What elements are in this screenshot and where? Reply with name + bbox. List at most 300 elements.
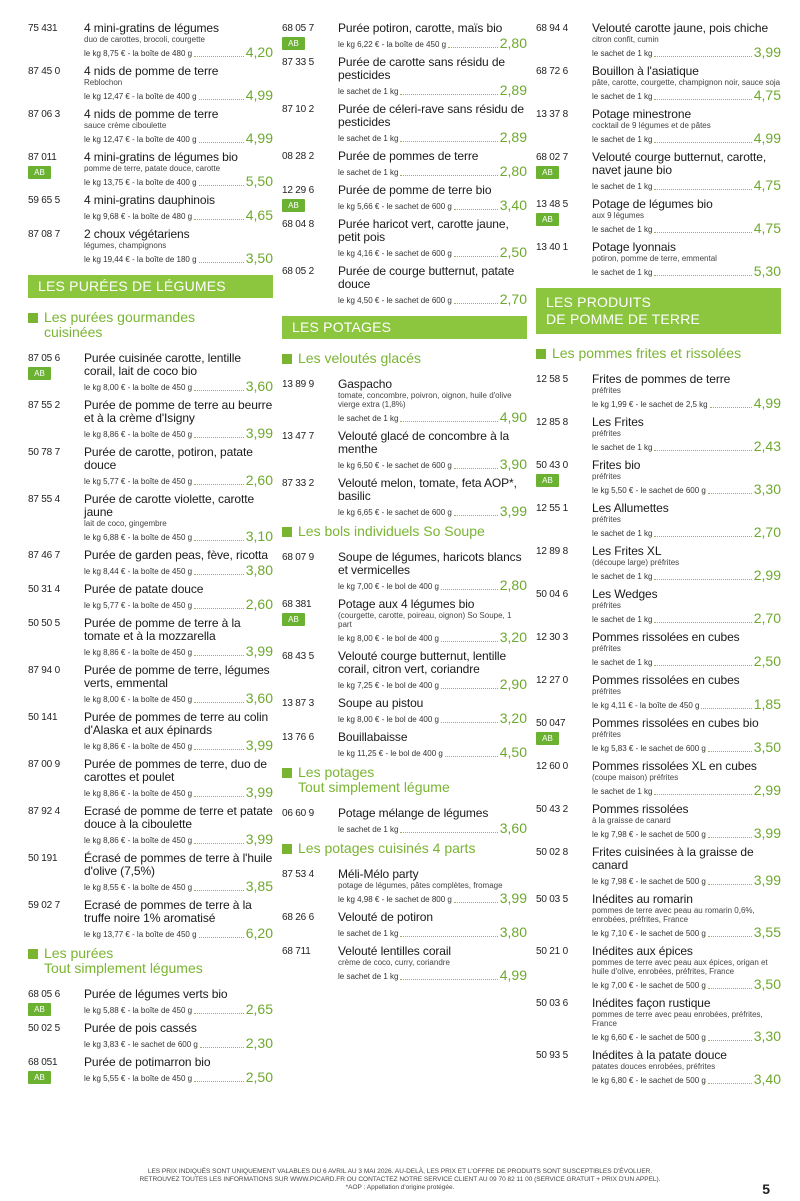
product-item — [28, 549, 273, 577]
product-name: Gaspacho — [338, 377, 392, 391]
product-name: 4 nids de pomme de terre — [84, 64, 219, 78]
product-price: 3,20 — [499, 710, 527, 726]
product-body — [84, 1056, 273, 1084]
product-code: 50 141 — [28, 712, 58, 723]
product-price: 3,55 — [753, 924, 781, 940]
leader-dots — [654, 56, 751, 57]
section-title: LES PRODUITS — [546, 294, 652, 310]
section-title: LES POTAGES — [292, 319, 392, 335]
product-code: 08 28 2 — [282, 151, 314, 162]
product-description: (courgette, carotte, poireau, oignon) So Soupe, 1 part — [338, 611, 512, 629]
product-code: 12 60 0 — [536, 761, 568, 772]
product-name: Potage lyonnais — [592, 240, 676, 254]
product-code: 87 53 4 — [282, 869, 314, 880]
product-item — [536, 151, 781, 192]
unit-price: le kg 19,44 € - la boîte de 180 g — [84, 255, 197, 264]
leader-dots — [200, 1047, 244, 1048]
price-line — [592, 611, 781, 625]
leader-dots — [448, 47, 498, 48]
product-body — [84, 228, 273, 265]
leader-dots — [194, 540, 244, 541]
unit-price: le kg 1,99 € - le sachet de 2,5 kg — [592, 400, 708, 409]
product-item — [28, 1022, 273, 1050]
product-item — [282, 551, 527, 592]
organic-label-icon: AB — [536, 732, 559, 745]
unit-price: le kg 8,86 € - la boîte de 450 g — [84, 836, 193, 845]
product-code: 13 87 3 — [282, 698, 314, 709]
price-line — [592, 88, 781, 102]
price-line — [592, 482, 781, 496]
leader-dots — [654, 142, 751, 143]
unit-price: le kg 4,50 € - le sachet de 600 g — [338, 296, 452, 305]
unit-price: le kg 12,47 € - la boîte de 400 g — [84, 135, 197, 144]
subsection-title: Les potages — [298, 764, 375, 780]
product-price: 3,99 — [753, 872, 781, 888]
product-code: 13 47 7 — [282, 431, 314, 442]
product-name: Les Wedges — [592, 587, 658, 601]
price-line — [84, 174, 273, 188]
product-description: sauce crème ciboulette — [84, 121, 167, 130]
product-price: 3,30 — [753, 1028, 781, 1044]
product-price: 3,99 — [499, 890, 527, 906]
price-line — [338, 164, 527, 178]
product-price: 3,99 — [245, 831, 273, 847]
unit-price: le kg 7,00 € - le bol de 400 g — [338, 582, 439, 591]
leader-dots — [454, 209, 498, 210]
product-name: Velouté glacé de concombre à la menthe — [338, 429, 510, 456]
product-body — [338, 911, 527, 939]
product-description: préfrites — [592, 687, 621, 696]
price-line — [592, 264, 781, 278]
product-code: 87 46 7 — [28, 550, 60, 561]
product-body — [592, 674, 781, 711]
product-code: 50 047 — [536, 718, 566, 729]
product-item — [28, 22, 273, 59]
product-description: tomate, concombre, poivron, oignon, huile d'olive vierge extra (1,8%) — [338, 391, 512, 409]
product-body — [84, 493, 273, 543]
unit-price: le sachet de 1 kg — [592, 529, 653, 538]
price-line — [338, 198, 527, 212]
product-body — [592, 846, 781, 887]
product-item — [536, 803, 781, 840]
product-code: 68 02 7 — [536, 152, 568, 163]
footer-line-1: LES PRIX INDIQUÉS SONT UNIQUEMENT VALABLES DU 6 AVRIL AU 3 MAI 2026. AU-DELÀ, LES PRIX ET L'OFFRE DE PRODUITS SONT SUSCEPTIBLES D'ÉVOLUER. — [147, 1168, 653, 1175]
product-body — [338, 218, 527, 259]
product-body — [338, 430, 527, 471]
product-description: préfrites — [592, 601, 621, 610]
product-item — [28, 583, 273, 611]
leader-dots — [199, 937, 244, 938]
leader-dots — [400, 421, 497, 422]
product-description: pommes de terre avec peau enrobées, préfrites, France — [592, 1010, 763, 1028]
product-description: duo de carottes, brocoli, courgette — [84, 35, 205, 44]
product-price: 3,50 — [753, 739, 781, 755]
product-price: 2,90 — [499, 676, 527, 692]
product-item — [28, 228, 273, 265]
price-line — [338, 83, 527, 97]
product-code: 87 06 3 — [28, 109, 60, 120]
product-body — [84, 352, 273, 393]
product-item — [536, 760, 781, 797]
product-body — [592, 588, 781, 625]
product-name: Ecrasé de pomme de terre et patate douce à la ciboulette — [84, 804, 273, 831]
product-price: 3,60 — [245, 378, 273, 394]
product-price: 2,70 — [753, 610, 781, 626]
product-description: (coupe maison) préfrites — [592, 773, 679, 782]
leader-dots — [400, 141, 497, 142]
price-line — [84, 45, 273, 59]
product-price: 4,75 — [753, 220, 781, 236]
product-body — [592, 198, 781, 235]
price-line — [84, 879, 273, 893]
unit-price: le kg 9,68 € - la boîte de 480 g — [84, 212, 193, 221]
product-name: Purée haricot vert, carotte jaune, petit pois — [338, 217, 509, 244]
unit-price: le kg 8,86 € - la boîte de 450 g — [84, 789, 193, 798]
leader-dots — [454, 468, 498, 469]
price-line — [338, 130, 527, 144]
product-description: préfrites — [592, 515, 621, 524]
product-price: 2,50 — [753, 653, 781, 669]
product-body — [592, 459, 781, 496]
price-line — [592, 178, 781, 192]
product-price: 3,30 — [753, 481, 781, 497]
leader-dots — [454, 515, 498, 516]
product-name: Purée de pois cassés — [84, 1021, 197, 1035]
product-name: Inédites façon rustique — [592, 996, 711, 1010]
organic-label-icon: AB — [28, 367, 51, 380]
product-item — [282, 430, 527, 471]
subsection-title: Les pommes frites et rissolées — [552, 345, 742, 361]
product-code: 06 60 9 — [282, 808, 314, 819]
product-body — [592, 502, 781, 539]
product-name: Purée de pomme de terre, légumes verts, emmental — [84, 663, 270, 690]
product-item — [28, 664, 273, 705]
product-item — [28, 899, 273, 940]
product-description: Reblochon — [84, 78, 123, 87]
leader-dots — [654, 622, 751, 623]
product-code: 75 431 — [28, 23, 58, 34]
unit-price: le kg 6,65 € - le sachet de 600 g — [338, 508, 452, 517]
product-name: 4 nids de pomme de terre — [84, 107, 219, 121]
green-square-icon — [282, 768, 292, 778]
leader-dots — [199, 99, 244, 100]
product-price: 3,60 — [245, 690, 273, 706]
product-code: 68 43 5 — [282, 651, 314, 662]
product-price: 3,99 — [499, 503, 527, 519]
product-item — [28, 1056, 273, 1084]
product-code: 68 05 2 — [282, 266, 314, 277]
product-name: Potage minestrone — [592, 107, 692, 121]
product-code: 68 04 8 — [282, 219, 314, 230]
product-item — [28, 805, 273, 846]
product-code: 12 29 6 — [282, 185, 314, 196]
product-name: Pommes rissolées XL en cubes — [592, 759, 757, 773]
leader-dots — [194, 890, 244, 891]
product-code: 87 45 0 — [28, 66, 60, 77]
leader-dots — [194, 655, 244, 656]
product-price: 4,99 — [499, 967, 527, 983]
product-price: 3,10 — [245, 528, 273, 544]
green-square-icon — [536, 349, 546, 359]
product-code: 50 93 5 — [536, 1050, 568, 1061]
product-body — [592, 717, 781, 754]
leader-dots — [194, 749, 244, 750]
product-code: 87 55 2 — [28, 400, 60, 411]
product-code: 50 03 6 — [536, 998, 568, 1009]
product-price: 2,70 — [753, 524, 781, 540]
product-name: Velouté courge butternut, lentille corail, citron vert, coriandre — [338, 649, 507, 676]
unit-price: le sachet de 1 kg — [592, 182, 653, 191]
product-body — [84, 399, 273, 440]
price-line — [84, 379, 273, 393]
product-name: Purée de pomme de terre bio — [338, 183, 492, 197]
unit-price: le kg 5,55 € - la boîte de 450 g — [84, 1074, 193, 1083]
product-item — [282, 103, 527, 144]
unit-price: le sachet de 1 kg — [592, 92, 653, 101]
leader-dots — [194, 608, 244, 609]
product-item — [282, 22, 527, 50]
unit-price: le kg 13,75 € - la boîte de 400 g — [84, 178, 197, 187]
product-code: 87 08 7 — [28, 229, 60, 240]
product-price: 2,30 — [245, 1035, 273, 1051]
product-description: patates douces enrobées, préfrites — [592, 1062, 716, 1071]
price-line — [592, 221, 781, 235]
product-description: aux 9 légumes — [592, 211, 645, 220]
subsection-title: Les potages cuisinés 4 parts — [298, 840, 476, 856]
unit-price: le kg 8,75 € - la boîte de 480 g — [84, 49, 193, 58]
product-price: 4,90 — [499, 409, 527, 425]
unit-price: le kg 4,98 € - le sachet de 800 g — [338, 895, 452, 904]
product-price: 2,89 — [499, 82, 527, 98]
product-name: Purée de pomme de terre au beurre et à la crème d'Isigny — [84, 398, 273, 425]
leader-dots — [708, 988, 752, 989]
price-line — [338, 578, 527, 592]
product-code: 50 02 8 — [536, 847, 568, 858]
product-name: Pommes rissolées en cubes bio — [592, 716, 759, 730]
footer-line-3: *AOP : Appellation d'origine protégée. — [345, 1184, 455, 1191]
leader-dots — [654, 665, 751, 666]
product-name: Pommes rissolées en cubes — [592, 673, 740, 687]
product-name: Purée de céleri-rave sans résidu de pesticides — [338, 102, 524, 129]
unit-price: le kg 7,00 € - le sachet de 500 g — [592, 981, 706, 990]
product-name: Purée de carotte violette, carotte jaune — [84, 492, 255, 519]
leader-dots — [194, 56, 244, 57]
subsection-heading — [282, 841, 527, 856]
product-name: Frites bio — [592, 458, 641, 472]
product-name: 4 mini-gratins de légumes — [84, 21, 219, 35]
product-item — [536, 945, 781, 991]
leader-dots — [654, 232, 751, 233]
product-price: 4,99 — [245, 87, 273, 103]
product-name: Frites de pommes de terre — [592, 372, 731, 386]
price-line — [84, 88, 273, 102]
product-item — [282, 697, 527, 725]
product-code: 12 55 1 — [536, 503, 568, 514]
product-name: 4 mini-gratins dauphinois — [84, 193, 215, 207]
product-code: 13 48 5 — [536, 199, 568, 210]
product-body — [338, 477, 527, 518]
green-square-icon — [282, 844, 292, 854]
subsection-heading — [282, 351, 527, 366]
product-body — [338, 807, 527, 835]
leader-dots — [445, 756, 498, 757]
product-body — [84, 988, 273, 1016]
product-description: préfrites — [592, 386, 621, 395]
product-item — [282, 598, 527, 644]
product-body — [338, 378, 527, 424]
unit-price: le sachet de 1 kg — [338, 972, 399, 981]
green-square-icon — [28, 313, 38, 323]
section-title-line-2: DE POMME DE TERRE — [546, 311, 701, 327]
product-name: Inédites au romarin — [592, 892, 693, 906]
product-name: Les Frites — [592, 415, 644, 429]
product-name: Purée de garden peas, fève, ricotta — [84, 548, 268, 562]
page-number: 5 — [762, 1181, 770, 1197]
price-line — [84, 597, 273, 611]
product-code: 50 43 2 — [536, 804, 568, 815]
price-line — [338, 630, 527, 644]
product-body — [84, 65, 273, 102]
product-body — [592, 241, 781, 278]
leader-dots — [454, 256, 498, 257]
subsection-heading — [282, 765, 527, 795]
product-price: 2,50 — [499, 244, 527, 260]
product-code: 12 30 3 — [536, 632, 568, 643]
leader-dots — [654, 275, 751, 276]
product-body — [84, 151, 273, 188]
product-body — [338, 56, 527, 97]
product-body — [84, 22, 273, 59]
unit-price: le kg 6,80 € - le sachet de 500 g — [592, 1076, 706, 1085]
leader-dots — [199, 142, 244, 143]
product-body — [84, 805, 273, 846]
product-code: 68 05 6 — [28, 989, 60, 1000]
product-name: Les Frites XL — [592, 544, 662, 558]
unit-price: le kg 4,11 € - la boîte de 450 g — [592, 701, 700, 710]
unit-price: le sachet de 1 kg — [592, 572, 653, 581]
product-body — [592, 545, 781, 582]
product-description: légumes, champignons — [84, 241, 167, 250]
product-price: 3,20 — [499, 629, 527, 645]
price-line — [592, 783, 781, 797]
leader-dots — [654, 99, 751, 100]
product-body — [84, 446, 273, 487]
price-line — [84, 738, 273, 752]
price-line — [338, 504, 527, 518]
product-code: 87 05 6 — [28, 353, 60, 364]
leader-dots — [441, 641, 498, 642]
product-body — [84, 852, 273, 893]
product-price: 3,80 — [499, 924, 527, 940]
price-line — [592, 568, 781, 582]
price-line — [84, 529, 273, 543]
product-code: 12 89 8 — [536, 546, 568, 557]
price-line — [592, 697, 781, 711]
unit-price: le sachet de 1 kg — [592, 49, 653, 58]
unit-price: le kg 4,16 € - le sachet de 600 g — [338, 249, 452, 258]
price-line — [84, 426, 273, 440]
product-body — [84, 711, 273, 752]
product-name: Frites cuisinées à la graisse de canard — [592, 845, 754, 872]
product-code: 50 03 5 — [536, 894, 568, 905]
unit-price: le sachet de 1 kg — [338, 414, 399, 423]
product-item — [536, 717, 781, 754]
product-body — [84, 108, 273, 145]
unit-price: le kg 13,77 € - la boîte de 450 g — [84, 930, 197, 939]
product-item — [28, 151, 273, 188]
leader-dots — [194, 796, 244, 797]
leader-dots — [701, 708, 751, 709]
subsection-title-line-2: cuisinées — [44, 324, 103, 340]
product-item — [282, 650, 527, 691]
product-item — [28, 65, 273, 102]
product-item — [536, 545, 781, 582]
unit-price: le kg 6,50 € - le sachet de 600 g — [338, 461, 452, 470]
product-price: 3,99 — [245, 737, 273, 753]
product-price: 3,40 — [499, 197, 527, 213]
product-price: 2,43 — [753, 438, 781, 454]
leader-dots — [194, 574, 244, 575]
unit-price: le kg 6,88 € - la boîte de 450 g — [84, 533, 193, 542]
product-name: Purée de potimarron bio — [84, 1055, 211, 1069]
subsection-title: Les bols individuels So Soupe — [298, 523, 485, 539]
product-code: 13 40 1 — [536, 242, 568, 253]
product-price: 4,99 — [245, 130, 273, 146]
leader-dots — [654, 794, 751, 795]
product-price: 3,99 — [753, 825, 781, 841]
product-body — [338, 551, 527, 592]
subsection-heading — [28, 946, 273, 976]
product-code: 50 02 5 — [28, 1023, 60, 1034]
price-line — [338, 925, 527, 939]
price-line — [84, 1036, 273, 1050]
product-price: 5,50 — [245, 173, 273, 189]
price-line — [338, 292, 527, 306]
unit-price: le sachet de 1 kg — [592, 615, 653, 624]
product-body — [338, 103, 527, 144]
unit-price: le sachet de 1 kg — [338, 929, 399, 938]
subsection-heading — [536, 346, 781, 361]
leader-dots — [454, 902, 498, 903]
product-description: potiron, pomme de terre, emmental — [592, 254, 717, 263]
product-description: pâte, carotte, courgette, champignon noir, sauce soja — [592, 78, 781, 87]
product-item — [536, 108, 781, 145]
product-name: Purée de pommes de terre — [338, 149, 479, 163]
product-item — [282, 56, 527, 97]
product-item — [28, 352, 273, 393]
product-name: Soupe de légumes, haricots blancs et vermicelles — [338, 550, 522, 577]
product-body — [84, 617, 273, 658]
price-line — [84, 1002, 273, 1016]
unit-price: le kg 5,77 € - la boîte de 450 g — [84, 477, 193, 486]
price-line — [592, 131, 781, 145]
product-name: Velouté melon, tomate, feta AOP*, basilic — [338, 476, 517, 503]
unit-price: le sachet de 1 kg — [592, 787, 653, 796]
organic-label-icon: AB — [28, 166, 51, 179]
product-code: 13 76 6 — [282, 732, 314, 743]
product-code: 87 33 5 — [282, 57, 314, 68]
product-body — [592, 997, 781, 1043]
unit-price: le kg 3,83 € - le sachet de 600 g — [84, 1040, 198, 1049]
product-price: 2,70 — [499, 291, 527, 307]
section-band — [282, 316, 527, 339]
organic-label-icon: AB — [282, 613, 305, 626]
price-line — [338, 821, 527, 835]
product-body — [338, 265, 527, 306]
product-name: 2 choux végétariens — [84, 227, 190, 241]
price-line — [338, 677, 527, 691]
unit-price: le kg 6,22 € - la boîte de 450 g — [338, 40, 447, 49]
